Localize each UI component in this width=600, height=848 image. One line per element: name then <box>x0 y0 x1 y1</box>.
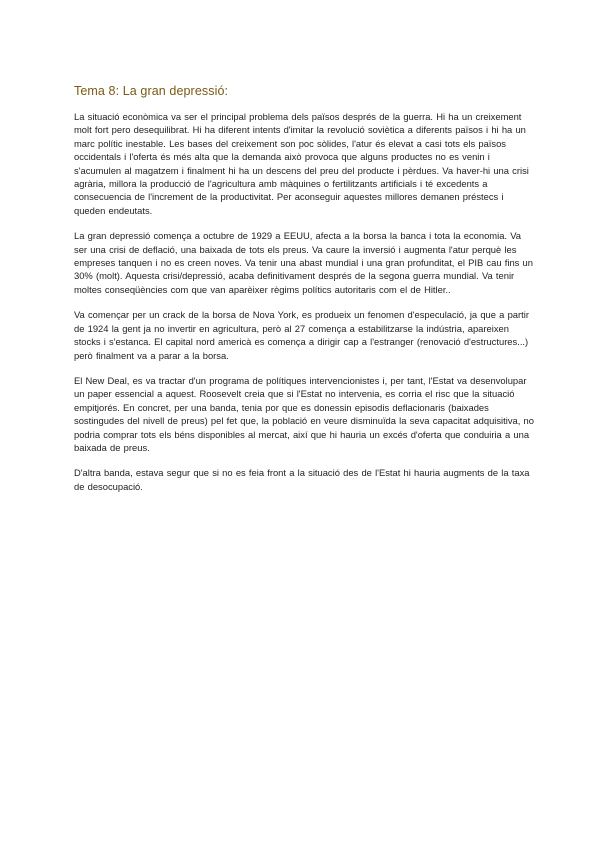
paragraph-stock-market-crash: Va començar per un crack de la borsa de Nova York, es produeix un fenomen d'especulació, ja que a partir de 1924 la gent ja no invertir en agricultura, però al 27 comença a estabilitzarse la indústria, apareixen stocks i s'estanca. El capital nord americà es comença a dirigir cap a l'estranger (renovació d'estructures...) però finalment va a parar a la borsa. <box>74 309 529 361</box>
document-title: Tema 8: La gran depressió: <box>74 84 229 98</box>
document-content <box>74 84 536 505</box>
paragraph-new-deal: El New Deal, es va tractar d'un programa de polítiques intervencionistes i, per tant, l'Estat va desenvolupar un paper essencial a aquest. Roosevelt creia que si l'Estat no intervenia, es corria el risc que la situació empitjorés. En concret, per una banda, tenia por que es donessin episodis deflacionaris (baixades sostingudes del nivell de preus) pel fet que, la població en veure disminuïda la seva capacitat adquisitiva, no podria comprar tots els béns disponibles al mercat, així que hi hauria un excés d'oferta que conduiria a una baixada de preus. <box>74 374 534 453</box>
paragraph-unemployment: D'altra banda, estava segur que si no es feia front a la situació des de l'Estat hi hauria augments de la taxa de desocupació. <box>74 467 530 492</box>
paragraph-economic-situation: La situació econòmica va ser el principal problema dels països després de la guerra. Hi ha un creixement molt fort pero desequilibrat. Hi ha diferent intents d'imitar la revolució soviètica a diferents països i hi ha un marc polític inestable. Les bases del creixement son poc sòlides, l'atur és elevat a casi tots els països occidentals i l'oferta és més alta que la demanda això provoca que alguns productes no es venin i s'acumulen al magatzem i finalment hi ha un descens del preu del producte i pèrdues. Va haver-hi una crisi agrària, millora la producció de l'agricultura amb màquines o fertilitzants artificials i té excedents a consecuencia de l'increment de la productivitat. Per aconseguir aquestes millores demanen préstecs i queden endeutats. <box>74 111 529 216</box>
paragraph-great-depression: La gran depressió comença a octubre de 1929 a EEUU, afecta a la borsa la banca i tota la economia. Va ser una crisi de deflació, una baixada de tots els preus. Va caure la inversió i augmenta l'atur perquè les empreses tanquen i no es creen noves. Va tenir una abast mundial i una gran profunditat, el PIB cau fins un 30% (molt). Aquesta crisi/depressió, acaba definitivament després de la segona guerra mundial. Va tenir moltes conseqüències com que van aparèixer règims polítics autoritaris com el de Hitler.. <box>74 230 533 295</box>
